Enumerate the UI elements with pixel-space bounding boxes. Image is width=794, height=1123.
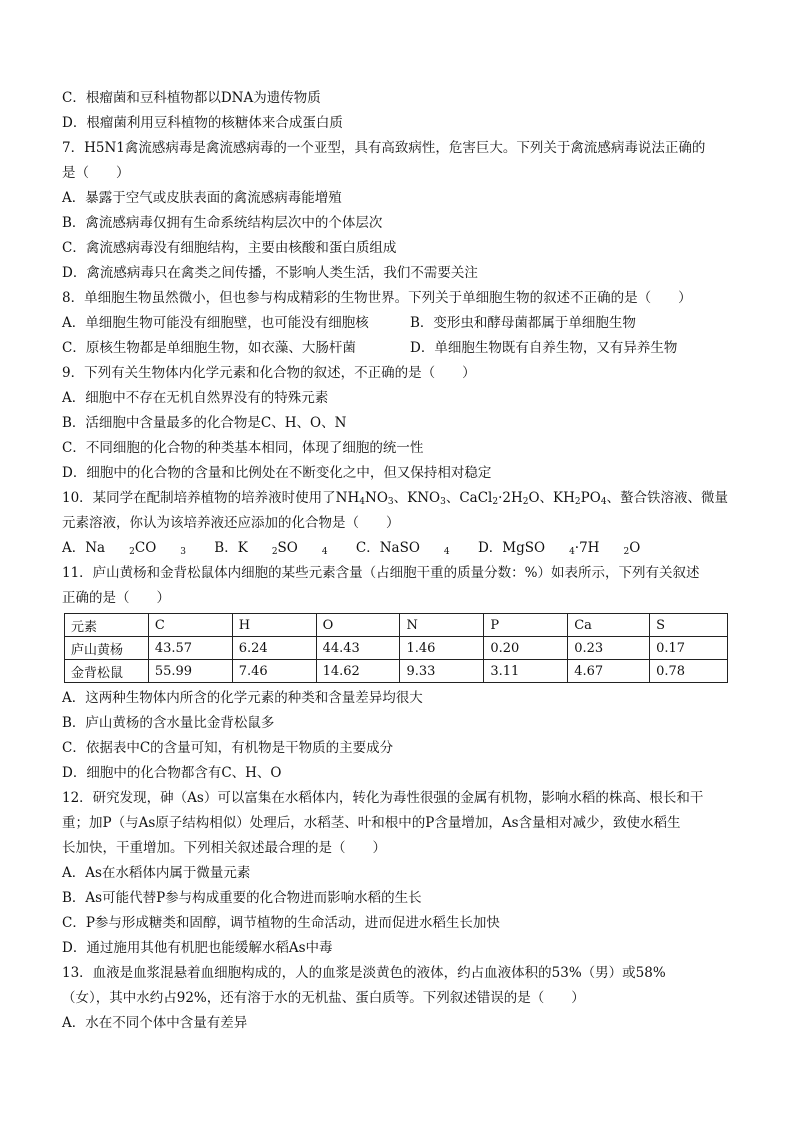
table-cell: 0.20 [484,637,568,660]
subscript: 4 [443,547,450,557]
q9-option-c: C．不同细胞的化合物的种类基本相同，体现了细胞的统一性 [62,440,424,456]
subscript: 4 [600,497,607,507]
q8-option-b: B．变形虫和酵母菌都属于单细胞生物 [410,315,636,331]
q7-option-c: C．禽流感病毒没有细胞结构，主要由核酸和蛋白质组成 [62,240,397,256]
subscript: 3 [440,497,446,507]
q8-options-row2 [62,336,732,361]
table-header-cell: O [316,614,400,637]
q6-option-c: C．根瘤菌和豆科植物都以DNA为遗传物质 [62,90,321,106]
q10-option-b-text: SO [277,540,298,556]
q8-option-c: C．原核生物都是单细胞生物，如衣藻、大肠杆菌 [62,340,356,356]
table-header-cell: Ca [568,614,650,637]
q7-option-b: B．禽流感病毒仅拥有生命系统结构层次中的个体层次 [62,215,383,231]
q10-text: 、KNO [393,490,441,506]
subscript: 2 [492,497,499,507]
q8-options-row1 [62,311,732,336]
table-cell: 庐山黄杨 [65,637,149,660]
q10-option-b-text: B．K [214,540,248,556]
table-cell: 金背松鼠 [65,660,149,683]
table-cell: 0.78 [650,660,728,683]
table-header-cell: 元素 [65,614,149,637]
q12-option-d: D．通过施用其他有机肥也能缓解水稻As中毒 [62,940,333,956]
q13-stem: 13．血液是血浆混悬着血细胞构成的，人的血浆是淡黄色的液体，约占血液体积的53%（男）或58% [62,965,666,981]
q12-stem: 12．研究发现，砷（As）可以富集在水稻体内，转化为毒性很强的金属有机物，影响水稻的株高、根长和干 [62,790,704,806]
table-cell: 0.23 [568,637,650,660]
table-body [65,614,728,683]
q8-option-a: A．单细胞生物可能没有细胞壁，也可能没有细胞核 [62,315,369,331]
q12-option-c: C．P参与形成糖类和固醇，调节植物的生命活动，进而促进水稻生长加快 [62,915,500,931]
q10-option-d-text: O [629,540,641,556]
table-cell: 1.46 [400,637,484,660]
subscript: 3 [180,547,186,557]
table-header-cell: C [148,614,232,637]
table-header-cell: P [484,614,568,637]
q6-option-d: D．根瘤菌利用豆科植物的核糖体来合成蛋白质 [62,115,343,131]
table-cell: 55.99 [148,660,232,683]
q12-stem-cont: 重；加P（与As原子结构相似）处理后，水稻茎、叶和根中的P含量增加，As含量相对减少，致使水稻生 [62,815,681,831]
subscript: 2 [623,547,630,557]
q10-text: O、KH [528,490,575,506]
subscript: 4 [321,547,328,557]
q12-option-a: A．As在水稻体内属于微量元素 [62,865,251,881]
q10-text: NO [365,490,388,506]
q10-text: 10．某同学在配制培养植物的培养液时使用了NH [62,490,360,506]
q12-stem-cont2: 长加快，干重增加。下列相关叙述最合理的是（ ） [62,840,386,856]
subscript: 2 [522,497,529,507]
q10-text: ·2H [498,490,523,506]
q8-stem: 8．单细胞生物虽然微小，但也参与构成精彩的生物世界。下列关于单细胞生物的叙述不正确的是（ ） [62,290,692,306]
q10-options [62,536,732,561]
subscript: 4 [569,547,575,557]
table-header-row [65,614,728,637]
q9-option-b: B．活细胞中含量最多的化合物是C、H、O、N [62,415,347,431]
q8-option-d: D．单细胞生物既有自养生物，又有异养生物 [410,340,678,356]
q10-option-a-text: A．Na [62,540,106,556]
q10-stem-cont: 元素溶液，你认为该培养液还应添加的化合物是（ ） [62,515,400,531]
q10-option-b [214,536,327,561]
subscript: 2 [129,547,135,557]
q9-option-a: A．细胞中不存在无机自然界没有的特殊元素 [62,390,329,406]
q10-text: 、CaCl [445,490,493,506]
q10-option-a-text: CO [134,540,157,556]
q11-option-c: C．依据表中C的含量可知，有机物是干物质的主要成分 [62,740,394,756]
table-cell: 14.62 [316,660,400,683]
q11-option-d: D．细胞中的化合物都含有C、H、O [62,765,282,781]
q10-option-c-text: C．NaSO [355,540,420,556]
table-cell: 0.17 [650,637,728,660]
table-cell: 44.43 [316,637,400,660]
table-cell: 3.11 [484,660,568,683]
q11-stem: 11．庐山黄杨和金背松鼠体内细胞的某些元素含量（占细胞干重的质量分数：%）如表所示，下列有关叙述 [62,565,700,581]
q11-option-b: B．庐山黄杨的含水量比金背松鼠多 [62,715,275,731]
q10-option-d-text: ·7H [574,540,600,556]
q10-stem [62,486,732,511]
table-cell: 9.33 [400,660,484,683]
q12-option-b: B．As可能代替P参与构成重要的化合物进而影响水稻的生长 [62,890,422,906]
q9-option-d: D．细胞中的化合物的含量和比例处在不断变化之中，但又保持相对稳定 [62,465,492,481]
table-cell: 7.46 [232,660,316,683]
table-cell: 6.24 [232,637,316,660]
table-row [65,660,728,683]
q10-text: 、螯合铁溶液、微量 [606,490,729,506]
table-cell: 4.67 [568,660,650,683]
table-row [65,637,728,660]
table-header-cell: H [232,614,316,637]
q13-stem-cont: （女），其中水约占92%，还有溶于水的无机盐、蛋白质等。下列叙述错误的是（ ） [62,990,585,1006]
q10-text: PO [580,490,601,506]
table-cell: 43.57 [148,637,232,660]
table-header-cell: N [400,614,484,637]
q7-option-a: A．暴露于空气或皮肤表面的禽流感病毒能增殖 [62,190,342,206]
q9-stem: 9．下列有关生物体内化学元素和化合物的叙述，不正确的是（ ） [62,365,476,381]
q10-option-d [478,536,664,561]
q11-stem-cont: 正确的是（ ） [62,590,170,606]
q7-stem-cont: 是（ ） [62,165,130,181]
element-content-table [64,613,728,683]
subscript: 4 [359,497,365,507]
q13-option-a: A．水在不同个体中含量有差异 [62,1015,248,1031]
q10-option-d-text: D．MgSO [477,540,546,556]
subscript: 2 [574,497,581,507]
q7-stem: 7．H5N1禽流感病毒是禽流感病毒的一个亚型，具有高致病性，危害巨大。下列关于禽流感病毒说法正确的 [62,140,706,156]
q10-option-a [62,536,186,561]
q11-option-a: A．这两种生物体内所含的化学元素的种类和含量差异均很大 [62,690,423,706]
subscript: 2 [271,547,278,557]
q7-option-d: D．禽流感病毒只在禽类之间传播，不影响人类生活，我们不需要关注 [62,265,478,281]
q10-option-c [356,536,450,561]
exam-page [62,86,732,1036]
subscript: 3 [387,497,394,507]
table-header-cell: S [650,614,728,637]
